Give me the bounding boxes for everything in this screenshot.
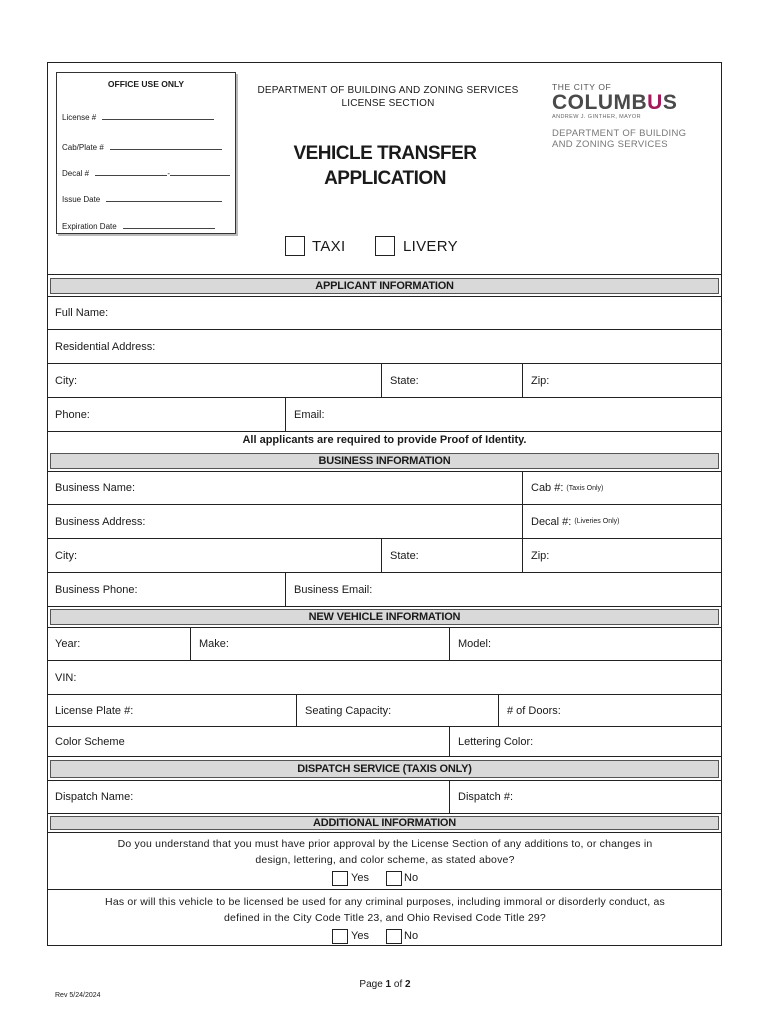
revision-date: Rev 5/24/2024 [55,992,101,999]
page-number [0,979,770,990]
full-name-label: Full Name: [55,307,109,319]
q2-no-label: No [404,930,419,942]
logo-word-a: COLUMB [552,91,648,114]
license-plate-label: License Plate #: [55,704,134,717]
applicant-state-field[interactable] [381,364,522,397]
applicant-state-label: State: [390,374,419,387]
top-divider [47,274,722,275]
office-cab-plate-line [62,141,222,152]
office-decal-label: Decal # [62,169,90,178]
residential-address-label: Residential Address: [55,340,156,353]
vin-label: VIN: [55,671,77,684]
color-scheme-field[interactable] [47,727,449,756]
dispatch-name-field[interactable] [47,781,449,813]
doors-label: # of Doors: [507,704,561,717]
question-1-line2: design, lettering, and color scheme, as stated above? [255,854,515,866]
office-decal-sep: - [167,169,171,178]
section-new-vehicle [47,607,722,627]
applicant-city-field[interactable] [47,364,381,397]
office-cab-plate-field[interactable] [110,141,222,150]
q1-no-label: No [404,872,419,884]
dispatch-number-label: Dispatch #: [458,791,514,803]
row-full-name [47,296,722,330]
business-zip-label: Zip: [531,549,550,562]
city-logo [552,82,712,152]
row-residential-address [47,330,722,364]
office-license-label: License # [62,113,97,122]
applicant-phone-label: Phone: [55,408,90,421]
office-license-line [62,111,214,122]
business-phone-label: Business Phone: [55,583,138,596]
residential-address-field[interactable] [47,330,722,363]
lettering-color-label: Lettering Color: [458,735,534,748]
section-additional-title: ADDITIONAL INFORMATION [312,817,457,829]
row-applicant-city [47,364,722,398]
applicant-email-field[interactable] [285,398,722,431]
business-state-label: State: [390,549,419,562]
applicant-zip-label: Zip: [531,374,550,387]
business-name-label: Business Name: [55,482,136,494]
office-license-field[interactable] [102,111,214,120]
section-business [47,451,722,471]
office-use-box [56,72,236,234]
q1-yes-checkbox[interactable] [332,871,348,886]
row-business-phone [47,573,722,607]
applicant-phone-field[interactable] [47,398,285,431]
office-cab-plate-label: Cab/Plate # [62,143,104,152]
office-decal-field-b[interactable] [170,167,230,176]
question-2 [55,894,715,926]
department-header [250,84,526,110]
office-expiration-date-line [62,220,215,231]
page-mid: of [391,979,406,990]
livery-label: LIVERY [403,238,458,255]
dispatch-number-field[interactable] [449,781,722,813]
logo-small-text: THE CITY OF [552,82,612,92]
q1-yes-label: Yes [351,872,369,884]
logo-word-u: U [647,91,663,114]
row-business-name [47,471,722,505]
applicant-city-label: City: [55,374,77,387]
license-plate-field[interactable] [47,695,296,726]
applicant-email-label: Email: [294,408,325,421]
business-zip-field[interactable] [522,539,722,572]
row-applicant-phone [47,398,722,432]
form-title [250,141,520,191]
form-title-line1: VEHICLE TRANSFER [293,143,477,164]
taxi-label: TAXI [312,238,346,255]
dispatch-name-label: Dispatch Name: [55,791,134,803]
row-dispatch [47,780,722,814]
cab-number-label: Cab #: [531,482,564,494]
form-title-line2: APPLICATION [324,168,446,189]
section-business-title: BUSINESS INFORMATION [318,455,451,467]
office-use-title: OFFICE USE ONLY [107,79,185,89]
cab-number-note: (Taxis Only) [566,484,604,492]
business-city-field[interactable] [47,539,381,572]
license-section: LICENSE SECTION [341,98,435,109]
row-business-address [47,505,722,539]
q1-no-checkbox[interactable] [386,871,402,886]
model-label: Model: [458,638,492,650]
section-dispatch [47,758,722,780]
decal-number-note: (Liveries Only) [574,518,620,525]
section-additional [47,814,722,832]
office-issue-date-line [62,193,222,204]
business-city-label: City: [55,549,77,562]
row-year-make-model [47,627,722,661]
business-address-field[interactable] [47,505,522,538]
section-applicant-title: APPLICANT INFORMATION [315,280,454,292]
section-applicant [47,276,722,296]
livery-checkbox[interactable] [375,236,395,256]
row-color [47,727,722,757]
doors-field[interactable] [498,695,722,726]
business-email-field[interactable] [285,573,722,606]
business-email-label: Business Email: [294,583,373,596]
question-1 [55,836,715,868]
applicant-zip-field[interactable] [522,364,722,397]
logo-dept [552,128,712,150]
page-current: 1 [385,979,392,990]
q2-yes-checkbox[interactable] [332,929,348,944]
additional-top-border [47,832,722,833]
question-2-line2: defined in the City Code Title 23, and Ohio Revised Code Title 29? [224,912,546,924]
q2-no-checkbox[interactable] [386,929,402,944]
office-decal-field-a[interactable] [95,167,167,176]
seating-capacity-field[interactable] [296,695,498,726]
identity-note: All applicants are required to provide Proof of Identity. [242,434,527,446]
logo-wordmark [552,92,712,114]
cab-number-field[interactable] [522,472,722,504]
row-business-city [47,539,722,573]
year-field[interactable] [47,628,190,660]
color-scheme-label: Color Scheme [55,735,125,748]
logo-dept-line2: AND ZONING SERVICES [552,139,668,150]
section-new-vehicle-title: NEW VEHICLE INFORMATION [308,611,461,623]
section-dispatch-title: DISPATCH SERVICE (TAXIS ONLY) [297,763,472,775]
row-vin [47,661,722,695]
logo-word-s: S [662,91,678,114]
office-expiration-date-field[interactable] [123,220,215,229]
question-1-line1: Do you understand that you must have prior approval by the License Section of any additions to, or changes in [117,838,653,850]
row-plate-seating-doors [47,695,722,727]
page-prefix: Page [359,979,386,990]
business-phone-field[interactable] [47,573,285,606]
model-field[interactable] [449,628,722,660]
make-field[interactable] [190,628,449,660]
business-name-field[interactable] [47,472,522,504]
decal-number-label: Decal #: [531,515,572,528]
office-expiration-date-label: Expiration Date [62,222,117,231]
business-state-field[interactable] [381,539,522,572]
office-issue-date-field[interactable] [106,193,222,202]
year-label: Year: [55,638,81,650]
office-decal-line [62,167,230,178]
full-name-field[interactable] [47,297,722,329]
office-issue-date-label: Issue Date [62,195,101,204]
question-2-line1: Has or will this vehicle to be licensed be used for any criminal purposes, including immoral or disorderly conduct, as [105,896,665,908]
make-label: Make: [199,638,229,650]
decal-number-field[interactable] [522,505,722,538]
taxi-checkbox[interactable] [285,236,305,256]
vin-field[interactable] [47,661,722,694]
logo-tagline: ANDREW J. GINTHER, MAYOR [552,114,641,120]
business-address-label: Business Address: [55,515,146,528]
q2-yes-label: Yes [351,930,369,942]
seating-capacity-label: Seating Capacity: [305,704,392,717]
question-divider [47,889,722,890]
page-total: 2 [405,979,411,990]
department-name: DEPARTMENT OF BUILDING AND ZONING SERVICES [257,85,519,96]
lettering-color-field[interactable] [449,727,722,756]
logo-dept-line1: DEPARTMENT OF BUILDING [552,128,687,139]
